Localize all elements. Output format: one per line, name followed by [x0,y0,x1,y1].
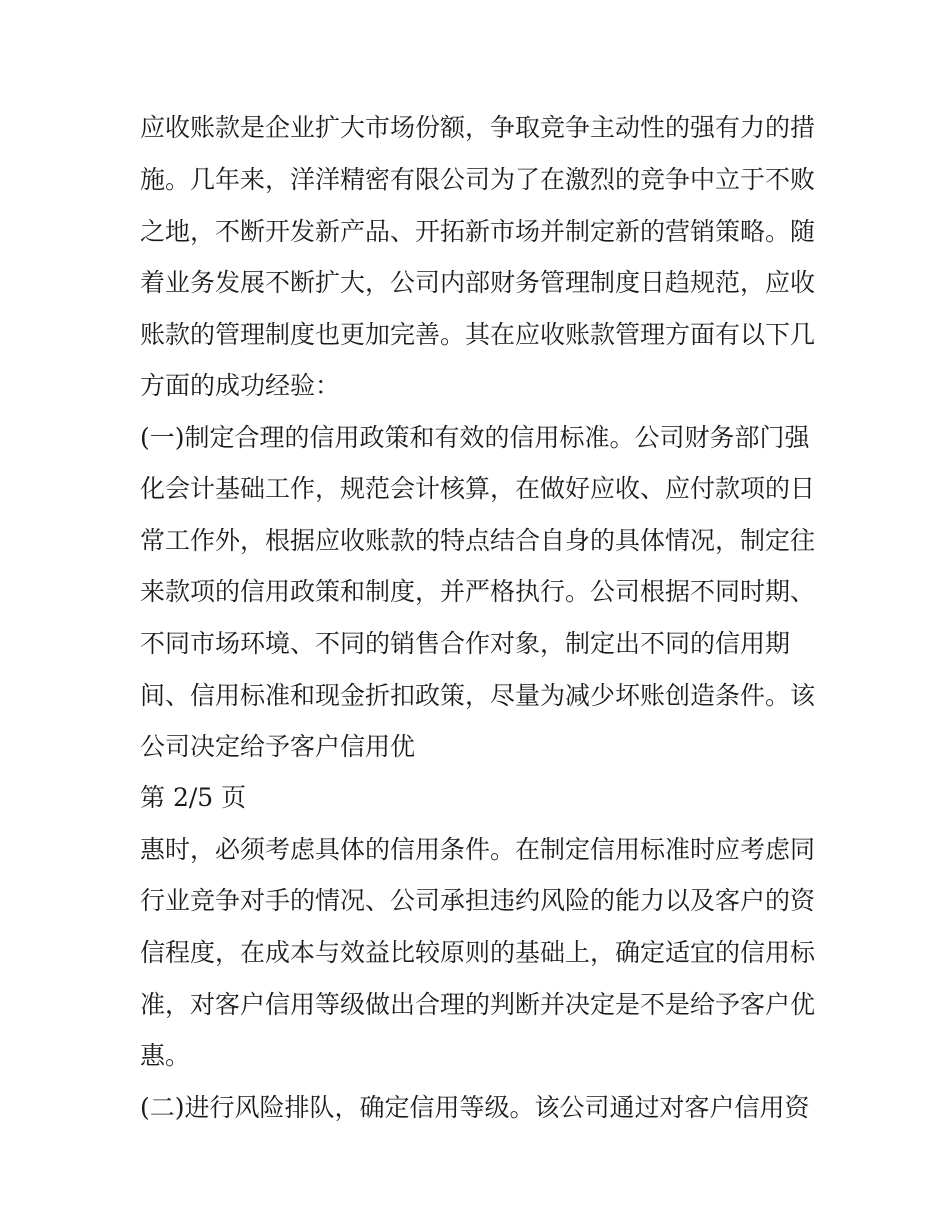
text-line: 公司决定给予客户信用优 [140,732,416,761]
text-line: 着业务发展不断扩大，公司内部财务管理制度日趋规范，应收 [140,268,816,297]
text-line: 惠。 [140,1041,191,1070]
text-line: 常工作外，根据应收账款的特点结合自身的具体情况，制定往 [140,526,816,555]
text-line: (一)制定合理的信用政策和有效的信用标准。公司财务部门强 [140,423,810,452]
text-line: 施。几年来，洋洋精密有限公司为了在激烈的竞争中立于不败 [140,165,816,194]
text-line: 方面的成功经验： [140,371,341,400]
text-line: 准，对客户信用等级做出合理的判断并决定是不是给予客户优 [140,990,816,1019]
text-line: 之地，不断开发新产品、开拓新市场并制定新的营销策略。随 [140,217,816,246]
text-line: 惠时，必须考虑具体的信用条件。在制定信用标准时应考虑同 [140,835,816,864]
text-line: 来款项的信用政策和制度，并严格执行。公司根据不同时期、 [140,577,816,606]
text-line: 间、信用标准和现金折扣政策，尽量为减少坏账创造条件。该 [140,681,816,710]
text-line: 化会计基础工作，规范会计核算，在做好应收、应付款项的日 [140,474,816,503]
text-line: 行业竞争对手的情况、公司承担违约风险的能力以及客户的资 [140,886,816,915]
text-line: (二)进行风险排队，确定信用等级。该公司通过对客户信用资 [140,1093,810,1122]
text-line: 信程度，在成本与效益比较原则的基础上，确定适宜的信用标 [140,938,816,967]
text-line: 不同市场环境、不同的销售合作对象，制定出不同的信用期 [140,629,791,658]
text-line: 应收账款是企业扩大市场份额，争取竞争主动性的强有力的措 [140,113,816,142]
page-number: 第 2/5 页 [140,783,247,812]
text-line: 账款的管理制度也更加完善。其在应收账款管理方面有以下几 [140,320,816,349]
